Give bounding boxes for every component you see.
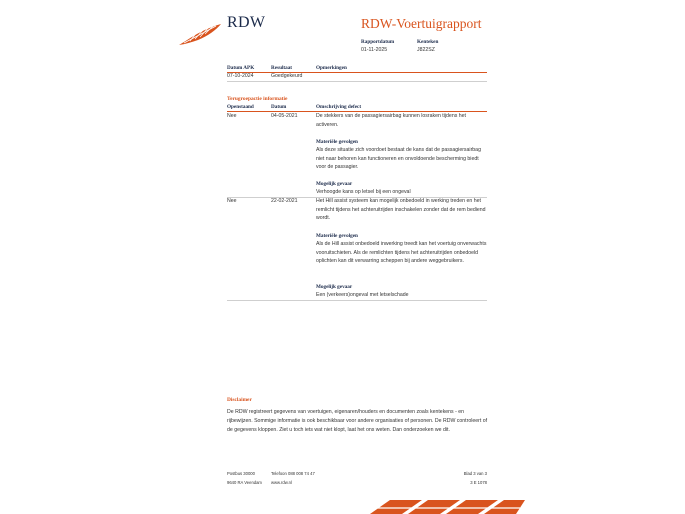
apk-row-rule [227,81,487,82]
apk-resultaat: Goedgekeurd [271,73,303,79]
recall-section-title: Terugroepactie informatie [227,96,288,102]
recall-2-openstaand: Nee [227,198,237,204]
license-plate-block [417,39,438,53]
footer-postbus: Postbus 30000 [227,471,255,476]
rdw-logo-icon [178,22,222,46]
recall-2-row-rule [227,300,487,301]
recall-col-openstaand: Openstaand [227,104,254,110]
license-plate-value: J822SZ [417,47,435,53]
recall-2-omschrijving: Het Hill assist systeem kan mogelijk onbedoeld in werking treden en het remlicht tijdens het achteruitrijden inschakelen zonder dat de rem bediend wordt. [316,198,486,222]
recall-1-gevaar: Verhoogde kans op letsel bij een ongeval [316,189,411,195]
apk-header-rule [227,72,487,73]
recall-1-openstaand: Nee [227,113,237,119]
apk-col-opmerkingen: Opmerkingen [316,65,347,71]
recall-2-gevolgen: Als de Hill assist onbedoeld inwerking treedt kan het voertuig onverwachts vooruitschieten. Als de remlichten tijdens het achteruitrijden onbedoeld oplichten kan dit verwarring scheppen bij andere weggebruikers. [316,241,487,265]
recall-col-omschrijving: Omschrijving defect [316,104,362,110]
recall-2-gevaar-label: Mogelijk gevaar [316,284,353,290]
footer-page-number: Blad 3 van 3 [463,471,487,476]
recall-2-datum: 22-02-2021 [271,198,298,204]
document-title: RDW-Voertuigrapport [361,16,482,31]
footer-telefoon: Telefoon 088 008 74 47 [271,471,315,476]
footer-plaats: 9640 RA Veendam [227,480,262,485]
footer-code: 3 E 1078 [470,480,487,485]
recall-1-gevaar-label: Mogelijk gevaar [316,181,353,187]
report-date-label: Rapportdatum [361,39,395,45]
recall-1-omschrijving: De stekkers van de passagiersairbag kunnen losraken tijdens het activeren. [316,113,466,128]
report-date-value: 01-11-2025 [361,47,388,53]
report-date-block [361,39,394,53]
apk-col-resultaat: Resultaat [271,65,293,71]
recall-1-gevolgen-label: Materiële gevolgen [316,139,358,145]
apk-datum: 07-10-2024 [227,73,254,79]
recall-1-datum: 04-05-2021 [271,113,298,119]
footer-web[interactable]: www.rdw.nl [271,480,292,485]
apk-col-datum: Datum APK [227,65,255,71]
recall-2-gevolgen-label: Materiële gevolgen [316,233,358,239]
license-plate-label: Kenteken [417,39,439,45]
brand-name: RDW [227,14,266,31]
recall-2-gevaar: Een (verkeers)ongeval met letselschade [316,292,409,298]
recall-col-datum: Datum [271,104,287,110]
recall-1-gevolgen: Als deze situatie zich voordoet bestaat de kans dat de passagiersairbag niet naar behoren kan functioneren en onvoldoende bescherming biedt voor de passagier. [316,147,481,171]
disclaimer-text: De RDW registreert gegevens van voertuigen, eigenaren/houders en documenten zoals kentekens - en rijbewijzen. Sommige informatie is ook beschikbaar voor andere organisaties of personen. De RDW controleert of de gegevens kloppen. Ziet u toch iets wat niet klopt, laat het ons weten. Dan onderzoeken we dit. [227,409,488,433]
disclaimer-title: Disclaimer [227,397,252,403]
decorative-stripes-icon [370,496,525,514]
